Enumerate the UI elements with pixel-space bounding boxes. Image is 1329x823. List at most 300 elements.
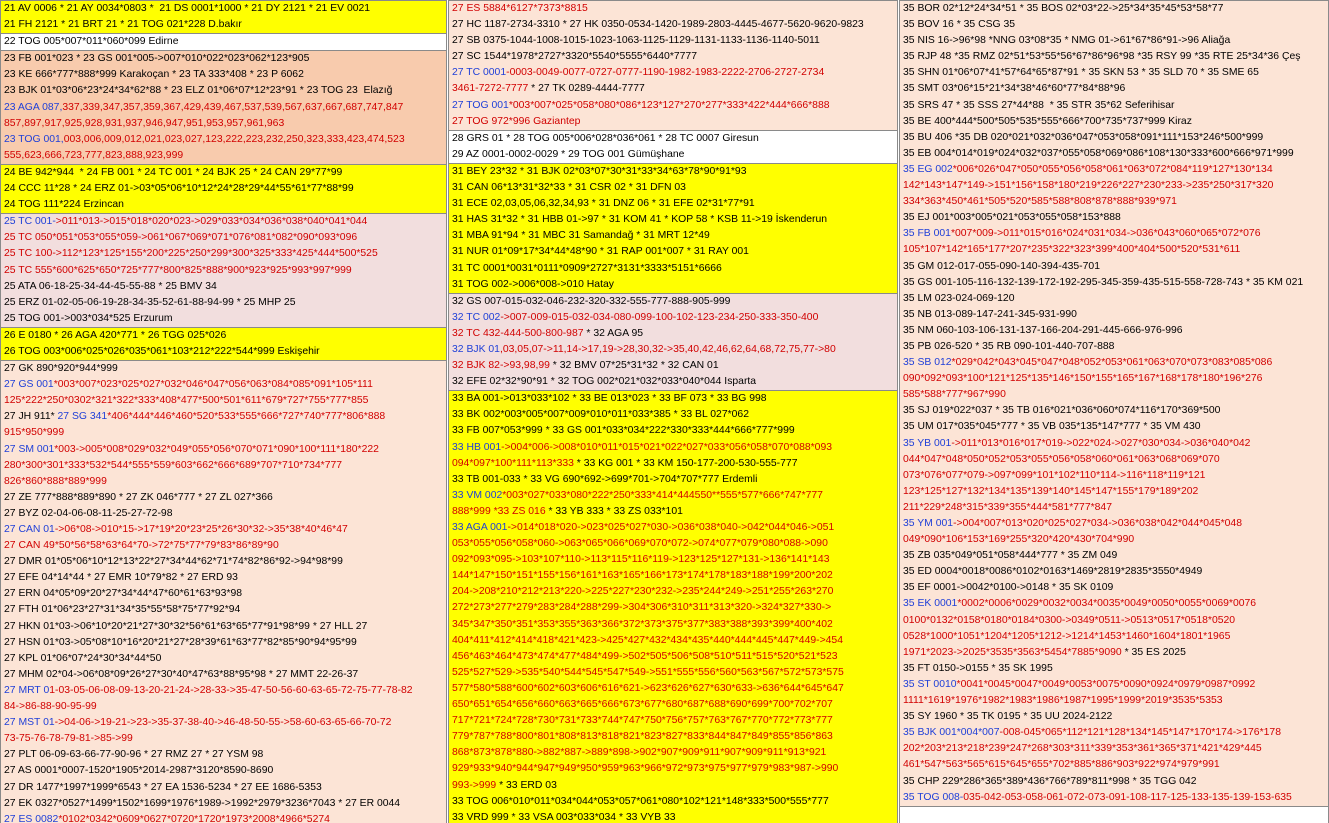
entry-line [4, 747, 444, 763]
entry-line [903, 709, 1326, 725]
entry-text: 585*588*777*967*990 [903, 389, 1006, 401]
column-3 [899, 0, 1329, 823]
entry-text: 27 HKN 01*03->06*10*20*21*27*30*32*56*61*63*65*77*91*98*99 * 27 HLL 27 [4, 620, 368, 632]
entry-line [4, 570, 444, 586]
entry-line [903, 307, 1326, 323]
entry-text: *003*007*025*058*080*086*123*127*270*277*333*422*444*666*888 [508, 99, 830, 111]
entry-line [4, 17, 444, 33]
group-block [448, 390, 898, 823]
entry-text: 35 UM 017*035*045*777 * 35 VB 035*135*147*777 * 35 VM 430 [903, 421, 1201, 433]
entry-line [452, 520, 895, 536]
entry-text: -0003-0049-0077-0727-0777-1190-1982-1983-2222-2706-2727-2734 [506, 67, 825, 79]
entry-text: 35 GS 001-105-116-132-139-172-192-295-345-359-435-515-558-728-743 * 35 KM 021 [903, 276, 1304, 288]
entry-text: 31 BEY 23*32 * 31 BJK 02*03*07*30*31*33*34*63*78*90*91*93 [452, 165, 747, 177]
entry-text: 0528*1000*1051*1204*1205*1212->1214*1453*1460*1604*1801*1965 [903, 630, 1231, 642]
entry-text: 73-75-76-78-79-81->85->99 [4, 733, 133, 745]
entry-line [4, 699, 444, 715]
entry-text: 929*933*940*944*947*949*950*959*963*966*972*973*975*977*979*983*987->990 [452, 763, 839, 775]
entry-text: ,03,05,07->11,14->17,19->28,30,32->35,40,42,46,62,64,68,72,75,77->80 [499, 343, 836, 355]
entry-text: 525*527*529->535*540*544*545*547*549->551*555*556*560*563*567*572*573*575 [452, 666, 844, 678]
entry-text: 35 SY 1960 * 35 TK 0195 * 35 UU 2024-2122 [903, 711, 1113, 723]
entry-text: 26 E 0180 * 26 AGA 420*771 * 26 TGG 025*026 [4, 329, 227, 341]
entry-line [903, 371, 1326, 387]
entry-line [903, 178, 1326, 194]
entry-text: 35 LM 023-024-069-120 [903, 292, 1015, 304]
entry-line [903, 532, 1326, 548]
entry-line [452, 729, 895, 745]
entry-text: 31 NUR 01*09*17*34*44*48*90 * 31 RAP 001*007 * 31 RAY 001 [452, 246, 749, 258]
entry-line [452, 681, 895, 697]
entry-line [4, 295, 444, 311]
entry-line [4, 197, 444, 213]
entry-line [452, 552, 895, 568]
entry-line [452, 131, 895, 147]
entry-text: 461*547*563*565*615*645*655*702*885*886*903*922*974*979*991 [903, 759, 1220, 771]
entry-line [452, 713, 895, 729]
entry-text: 31 TC 0001*0031*0111*0909*2727*3131*3333*5151*6666 [452, 262, 722, 274]
entry-line [4, 214, 444, 230]
entry-text: ->007-009-015-032-034-080-099-100-102-123-234-250-333-350-400 [500, 311, 819, 323]
entry-text: 35 GM 012-017-055-090-140-394-435-701 [903, 260, 1100, 272]
entry-text: 27 CAN 49*50*56*58*63*64*70->72*75*77*79*83*86*89*90 [4, 540, 279, 552]
entry-text: 27 KPL 01*06*07*24*30*34*44*50 [4, 652, 162, 664]
entry-text: ->004*007*013*020*025*027*034->036*038*042*044*045*048 [953, 518, 1242, 529]
entry-text: 35 FT 0150->0155 * 35 SK 1995 [903, 662, 1053, 674]
entry-line [4, 506, 444, 522]
entry-text: 035-042-053-058-061-072-073-091-108-117-125-133-135-139-153-635 [963, 791, 1292, 803]
entry-line [452, 180, 895, 196]
entry-text: 24 BE 942*944 * 24 FB 001 * 24 TC 001 * 24 BJK 25 * 24 CAN 29*77*99 [4, 166, 343, 178]
entry-line [452, 423, 895, 439]
entry-text: 35 EG 002 [903, 163, 953, 175]
entry-line [903, 484, 1326, 500]
group-block [448, 0, 898, 130]
entry-line [903, 693, 1326, 709]
entry-line [903, 468, 1326, 484]
entry-line [903, 645, 1326, 661]
entry-line [452, 1, 895, 17]
entry-line [903, 807, 1326, 823]
entry-text: 23 FB 001*023 * 23 GS 001*005->007*010*022*023*062*123*905 [4, 53, 310, 65]
group-block [0, 360, 447, 823]
entry-text: 555,623,666,723,777,823,888,923,999 [4, 149, 184, 161]
entry-line [4, 635, 444, 651]
entry-text: 35 SJ 019*022*037 * 35 TB 016*021*036*060*074*116*170*369*500 [903, 405, 1221, 417]
entry-line [452, 244, 895, 260]
entry-text: 24 CCC 11*28 * 24 ERZ 01->03*05*06*10*12*24*28*29*44*55*61*77*88*99 [4, 183, 354, 195]
entry-line [452, 65, 895, 81]
entry-text: 35 NIS 16->96*98 *NNG 03*08*35 * NMG 01->61*67*86*91->96 Aliağa [903, 35, 1231, 47]
entry-text: 35 EF 0001->0042*0100->0148 * 35 SK 0109 [903, 582, 1114, 594]
entry-line [452, 617, 895, 633]
entry-text: 31 CAN 06*13*31*32*33 * 31 CSR 02 * 31 DFN 03 [452, 182, 686, 194]
entry-line [4, 1, 444, 17]
entry-text: 27 SB 0375-1044-1008-1015-1023-1063-1125-1129-1131-1133-1136-1140-5011 [452, 35, 820, 47]
column-1 [0, 0, 447, 823]
entry-text: 27 ERN 04*05*09*20*27*34*44*47*60*61*63*93*98 [4, 588, 243, 600]
entry-text: >011*013->015*018*020*023->029*033*034*036*038*040*041*044 [55, 216, 368, 228]
entry-text: 29 AZ 0001-0002-0029 * 29 TOG 001 Gümüşhane [452, 148, 685, 160]
entry-line [4, 554, 444, 570]
entry-line [903, 65, 1326, 81]
entry-text: *0002*0006*0029*0032*0034*0035*0049*0050*0055*0069*0076 [957, 598, 1257, 610]
entry-line [4, 780, 444, 796]
entry-line [4, 442, 444, 458]
entry-text: 28 GRS 01 * 28 TOG 005*006*028*036*061 * 28 TC 0007 Giresun [452, 132, 759, 144]
entry-line [452, 342, 895, 358]
entry-line [4, 246, 444, 262]
entry-text: *003*007*023*025*027*032*046*047*056*063*084*085*091*105*111 [53, 379, 373, 391]
entry-line [4, 279, 444, 295]
entry-text: 27 EK 0327*0527*1499*1502*1699*1976*1989->1992*2979*3236*7043 * 27 ER 0044 [4, 797, 401, 809]
entry-text: *0102*0342*0609*0627*0720*1720*1973*2008*4966*5274 [58, 813, 330, 823]
entry-text: 27 PLT 06-09-63-66-77-90-96 * 27 RMZ 27 * 27 YSM 98 [4, 749, 264, 761]
entry-line [903, 436, 1326, 452]
entry-text: 32 GS 007-015-032-046-232-320-332-555-777-888-905-999 [452, 295, 731, 307]
entry-text: 23 BJK 01*03*06*23*24*34*62*88 * 23 ELZ 01*06*07*12*23*91 * 23 TOG 23 Elazığ [4, 85, 393, 97]
entry-text: 27 HSN 01*03->05*08*10*16*20*21*27*28*39*61*63*77*82*85*90*94*95*99 [4, 636, 357, 648]
entry-text: 27 AS 0001*0007-1520*1905*2014-2987*3120*8590-8690 [4, 765, 274, 777]
entry-text: 35 ZB 035*049*051*058*444*777 * 35 ZM 049 [903, 550, 1118, 562]
entry-text: 35 EK 0001 [903, 598, 958, 610]
group-block [0, 327, 447, 360]
entry-text: 35 SRS 47 * 35 SSS 27*44*88 * 35 STR 35*62 Seferihisar [903, 99, 1175, 111]
entry-line [903, 210, 1326, 226]
entry-text: 35 BJK 001*004*007 [903, 727, 1000, 739]
entry-line [903, 564, 1326, 580]
entry-text: *003->005*008*029*032*049*055*056*070*071*090*100*111*180*222 [54, 443, 379, 455]
entry-text: 33 FB 007*053*999 * 33 GS 001*033*034*222*330*333*444*666*777*999 [452, 425, 795, 437]
entry-text: 27 FTH 01*06*23*27*31*34*35*55*58*75*77*92*94 [4, 604, 241, 616]
entry-line [452, 17, 895, 33]
entry-line [4, 377, 444, 393]
entry-line [903, 419, 1326, 435]
entry-line [903, 774, 1326, 790]
entry-line [4, 132, 444, 148]
entry-text: * 32 BMV 07*25*31*32 * 32 CAN 01 [549, 360, 719, 372]
entry-line [452, 600, 895, 616]
entry-text: 1971*2023->2025*3535*3563*5454*7885*9090 [903, 646, 1122, 658]
entry-text: ->014*018*020->023*025*027*030->036*038*040->042*044*046->051 [507, 522, 835, 533]
entry-line [452, 745, 895, 761]
entry-line [903, 33, 1326, 49]
entry-text: 211*229*248*315*339*355*444*581*777*847 [903, 501, 1112, 513]
entry-line [903, 339, 1326, 355]
entry-text: ->06*08->010*15->17*19*20*23*25*26*30*32->35*38*40*46*47 [54, 524, 348, 535]
entry-line [903, 259, 1326, 275]
entry-line [452, 196, 895, 212]
group-block [0, 33, 447, 50]
entry-text: 27 DMR 01*05*06*10*12*13*22*27*34*44*62*71*74*82*86*92->94*98*99 [4, 556, 343, 568]
entry-text: 32 BJK 82->93,98,99 [452, 360, 550, 372]
entry-text: 35 TOG 008- [903, 791, 964, 803]
entry-line [452, 212, 895, 228]
entry-text: 049*090*106*153*169*255*320*420*430*704*990 [903, 534, 1135, 546]
entry-text: 35 RJP 48 *35 RMZ 02*51*53*55*56*67*86*96*98 *35 RSY 99 *35 RTE 25*34*36 Çeş [903, 51, 1301, 63]
entry-line [4, 731, 444, 747]
group-block [0, 0, 447, 33]
entry-text: 25 ATA 06-18-25-34-44-45-55-88 * 25 BMV 34 [4, 280, 217, 292]
entry-text: 25 TC 555*600*625*650*725*777*800*825*888*900*923*925*993*997*999 [4, 264, 352, 276]
entry-line [903, 242, 1326, 258]
entry-text: 35 ED 0004*0018*0086*0102*0163*1469*2819*2835*3550*4949 [903, 566, 1203, 578]
entry-line [4, 796, 444, 812]
entry-text: 31 ECE 02,03,05,06,32,34,93 * 31 DNZ 06 * 31 EFE 02*31*77*91 [452, 198, 755, 210]
entry-text: ->004*006->008*010*011*015*021*022*027*033*056*058*070*088*093 [501, 441, 833, 453]
entry-line [4, 602, 444, 618]
entry-text: 334*363*450*461*505*520*585*588*808*878*888*939*971 [903, 196, 1177, 208]
entry-line [452, 440, 895, 456]
entry-line [452, 697, 895, 713]
entry-line [452, 472, 895, 488]
entry-line [4, 651, 444, 667]
entry-line [452, 164, 895, 180]
entry-line [903, 98, 1326, 114]
entry-line [4, 474, 444, 490]
entry-text: 337,339,347,357,359,367,429,439,467,537,539,567,637,667,687,747,847 [62, 101, 404, 113]
entry-text: 25 TC 050*051*053*055*059->061*067*069*071*076*081*082*090*093*096 [4, 232, 358, 244]
entry-text: 35 NM 060-103-106-131-137-166-204-291-445-666-976-996 [903, 324, 1183, 336]
entry-text: *007*009->011*015*016*024*031*034->036*043*060*065*072*076 [950, 228, 1261, 240]
entry-text: 27 ES 0082 [4, 813, 59, 823]
entry-line [903, 17, 1326, 33]
entry-line [4, 458, 444, 474]
entry-line [903, 387, 1326, 403]
entry-line [452, 633, 895, 649]
entry-text: 123*125*127*132*134*135*139*140*145*147*155*179*189*202 [903, 485, 1199, 497]
entry-text: 35 BU 406 *35 DB 020*021*032*036*047*053*058*091*111*153*246*500*999 [903, 131, 1264, 143]
entry-line [452, 294, 895, 310]
entry-line [903, 629, 1326, 645]
entry-line [4, 344, 444, 360]
entry-text: 35 BOV 16 * 35 CSG 35 [903, 19, 1016, 31]
entry-text: 27 ZE 777*888*889*890 * 27 ZK 046*777 * 27 ZL 027*366 [4, 491, 273, 503]
entry-text: 868*873*878*880->882*887->889*898->902*907*909*911*907*909*911*913*921 [452, 747, 827, 759]
entry-text: 0100*0132*0158*0180*0184*0300->0349*0511->0513*0517*0518*0520 [903, 614, 1236, 626]
entry-text: 25 TOG 001->003*034*525 Erzurum [4, 312, 173, 324]
entry-text: 27 SG 341 [57, 411, 108, 423]
entry-line [452, 147, 895, 163]
entry-text: 33 TOG 006*010*011*034*044*053*057*061*080*102*121*148*333*500*555*777 [452, 795, 829, 807]
entry-line [452, 391, 895, 407]
entry-line [4, 425, 444, 441]
entry-text: 857,897,917,925,928,931,937,946,947,951,953,957,961,963 [4, 117, 285, 129]
entry-line [903, 741, 1326, 757]
entry-line [4, 522, 444, 538]
group-block [448, 163, 898, 293]
entry-line [903, 49, 1326, 65]
entry-line [903, 81, 1326, 97]
entry-line [903, 114, 1326, 130]
entry-text: 204->208*210*212*213*220->225*227*230*232->235*244*249->251*255*263*270 [452, 586, 834, 598]
entry-text: 35 BOR 02*12*24*34*51 * 35 BOS 02*03*22->25*34*35*45*53*58*77 [903, 3, 1224, 14]
entry-text: *406*444*446*460*520*533*555*666*727*740*777*806*888 [107, 411, 386, 423]
group-block [448, 130, 898, 163]
entry-line [4, 181, 444, 197]
entry-line [903, 146, 1326, 162]
entry-line [452, 98, 895, 114]
entry-line [903, 790, 1326, 806]
entry-line [452, 778, 895, 794]
entry-line [452, 794, 895, 810]
entry-text: 090*092*093*100*121*125*135*146*150*155*165*167*168*178*180*196*276 [903, 373, 1263, 385]
entry-line [903, 677, 1326, 693]
entry-line [452, 374, 895, 390]
entry-line [4, 83, 444, 99]
entry-line [452, 49, 895, 65]
entry-line [452, 488, 895, 504]
entry-text: 105*107*142*165*177*207*235*322*323*399*400*404*500*520*531*611 [903, 244, 1241, 256]
entry-text: 202*203*213*218*239*247*268*303*311*339*353*361*365*371*421*429*445 [903, 743, 1262, 755]
entry-line [452, 261, 895, 277]
entry-text: 33 VRD 999 * 33 VSA 003*033*034 * 33 VYB 33 [452, 811, 676, 823]
entry-line [4, 667, 444, 683]
group-block [0, 213, 447, 327]
entry-line [4, 116, 444, 132]
entry-text: * 33 YB 333 * 33 ZS 033*101 [545, 505, 683, 517]
entry-line [4, 230, 444, 246]
entry-line [4, 311, 444, 327]
entry-text: ->04-06->19-21->23->35-37-38-40->46-48-50-55->58-60-63-65-66-70-72 [54, 717, 392, 729]
entry-line [4, 538, 444, 554]
entry-line [903, 725, 1326, 741]
entry-text: 27 DR 1477*1997*1999*6543 * 27 EA 1536-5234 * 27 EE 1686-5353 [4, 781, 322, 793]
entry-text: * 27 TK 0289-4444-7777 [528, 83, 645, 95]
entry-line [4, 263, 444, 279]
group-block [899, 806, 1329, 823]
entry-text: ->011*013*016*017*019->022*024->027*030*034->036*040*042 [951, 437, 1251, 449]
entry-line [452, 114, 895, 130]
entry-text: 31 MBA 91*94 * 31 MBC 31 Samandağ * 31 MRT 12*49 [452, 230, 710, 242]
entry-line [903, 130, 1326, 146]
entry-text: 33 VM 002 [452, 489, 503, 501]
entry-text: 456*463*464*473*474*477*484*499->502*505*506*508*510*511*515*520*521*523 [452, 650, 838, 662]
entry-text: 21 FH 2121 * 21 BRT 21 * 21 TOG 021*228 D.bakır [4, 19, 242, 31]
entry-text: 27 TC 0001 [452, 67, 507, 79]
entry-text: *006*026*047*050*055*056*058*061*063*072*084*119*127*130*134 [952, 163, 1273, 175]
entry-line [903, 516, 1326, 532]
entry-text: 779*787*788*800*801*808*813*818*821*823*827*833*844*847*849*855*856*863 [452, 731, 833, 743]
entry-text: 25 TC 001- [4, 216, 56, 228]
entry-text: 915*950*999 [4, 427, 65, 439]
entry-text: 1-03-05-06-08-09-13-20-21-24->28-33->35-47-50-56-60-63-65-72-75-77-78-82 [49, 684, 413, 696]
entry-text: *0041*0045*0047*0049*0053*0075*0090*0924*0979*0987*0992 [956, 678, 1256, 690]
entry-line [903, 355, 1326, 371]
entry-text: 094*097*100*111*113*333 [452, 457, 574, 469]
entry-text: 27 MST 01 [4, 717, 55, 729]
entry-text: 27 CAN 01 [4, 524, 55, 535]
entry-line [452, 407, 895, 423]
entry-text: 125*222*250*0302*321*322*333*408*477*500*501*611*679*727*755*777*855 [4, 395, 369, 407]
entry-line [903, 1, 1326, 17]
entry-text: 073*076*077*079->097*099*101*102*110*114->116*118*119*121 [903, 469, 1206, 481]
entry-text: 27 BYZ 02-04-06-08-11-25-27-72-98 [4, 507, 173, 519]
entry-text: 33 BK 002*003*005*007*009*010*011*033*385 * 33 BL 027*062 [452, 409, 749, 421]
entry-text: 35 NB 013-089-147-241-345-931-990 [903, 308, 1077, 320]
entry-line [4, 165, 444, 181]
entry-text: 25 ERZ 01-02-05-06-19-28-34-35-52-61-88-94-99 * 25 MHP 25 [4, 296, 296, 308]
entry-text: 27 GK 890*920*944*999 [4, 363, 118, 375]
entry-line [452, 277, 895, 293]
entry-text: 32 TC 432-444-500-800-987 [452, 327, 584, 339]
entry-text: 35 SMT 03*06*15*21*34*38*46*60*77*84*88*96 [903, 83, 1126, 95]
entry-text: 826*860*888*889*999 [4, 475, 107, 487]
entry-text: 142*143*147*149->151*156*158*180*219*226*227*230*233->235*250*317*320 [903, 180, 1274, 192]
entry-text: 27 HC 1187-2734-3310 * 27 HK 0350-0534-1420-1989-2803-4445-4677-5620-9620-9823 [452, 19, 864, 31]
entry-line [903, 580, 1326, 596]
entry-line [903, 275, 1326, 291]
entry-line [903, 162, 1326, 178]
entry-line [4, 148, 444, 164]
entry-line [4, 409, 444, 425]
entry-text: 35 ST 0010 [903, 678, 957, 690]
entry-line [452, 33, 895, 49]
entry-text: 33 TB 001-033 * 33 VG 690*692->699*701->704*707*777 Erdemli [452, 473, 758, 485]
entry-line [903, 757, 1326, 773]
entry-line [903, 194, 1326, 210]
entry-text: *003*027*033*080*222*250*333*414*444550**555*577*666*747*777 [502, 489, 823, 501]
entry-line [4, 328, 444, 344]
entry-line [452, 310, 895, 326]
entry-text: 092*093*095->103*107*110->113*115*116*119->123*125*127*131->136*141*143 [452, 554, 830, 566]
entry-text: * 33 ERD 03 [496, 779, 557, 791]
entry-line [452, 504, 895, 520]
entry-text: 23 TOG 001, [4, 133, 64, 145]
entry-text: 26 TOG 003*006*025*026*035*061*103*212*222*544*999 Eskişehir [4, 345, 320, 357]
entry-line [4, 490, 444, 506]
entry-line [452, 568, 895, 584]
entry-text: 27 TOG 972*996 Gaziantep [452, 115, 581, 127]
entry-text: 345*347*350*351*353*355*363*366*372*373*375*377*383*388*393*399*400*402 [452, 618, 833, 630]
entry-line [4, 715, 444, 731]
entry-line [452, 81, 895, 97]
entry-text: 27 EFE 04*14*44 * 27 EMR 10*79*82 * 27 ERD 93 [4, 572, 238, 584]
entry-text: * 35 ES 2025 [1121, 646, 1186, 658]
entry-text: 35 EJ 001*003*005*021*053*055*058*153*888 [903, 212, 1121, 224]
entry-line [4, 763, 444, 779]
entry-text: 21 AV 0006 * 21 AY 0034*0803 * 21 DS 0001*1000 * 21 DY 2121 * 21 EV 0021 [4, 3, 371, 14]
entry-text: 003,006,009,012,021,023,027,123,222,223,232,250,323,333,423,474,523 [63, 133, 405, 145]
entry-text: 3461-7272-7777 [452, 83, 529, 95]
group-block [0, 164, 447, 213]
entry-line [903, 548, 1326, 564]
entry-text: 35 SHN 01*06*07*41*57*64*65*87*91 * 35 SKN 53 * 35 SLD 70 * 35 SME 65 [903, 67, 1259, 79]
entry-text: 31 TOG 002->006*008->010 Hatay [452, 278, 614, 290]
entry-line [452, 761, 895, 777]
entry-line [452, 665, 895, 681]
entry-text: 272*273*277*279*283*284*288*299->304*306*310*311*313*320->324*327*330-> [452, 602, 832, 614]
entry-text: 27 ES 5884*6127*7373*8815 [452, 3, 588, 14]
entry-text: 044*047*048*050*052*053*055*056*058*060*061*063*068*069*070 [903, 453, 1220, 465]
entry-text: 32 TC 002 [452, 311, 501, 323]
entry-line [903, 452, 1326, 468]
entry-text: 32 EFE 02*32*90*91 * 32 TOG 002*021*032*033*040*044 Isparta [452, 376, 757, 388]
group-block [0, 50, 447, 164]
entry-text: 144*147*150*151*155*156*161*163*165*166*173*174*178*183*188*199*200*202 [452, 570, 833, 582]
entry-text: 27 TOG 001 [452, 99, 509, 111]
entry-text: 33 HB 001 [452, 441, 502, 453]
entry-text: 35 PB 026-520 * 35 RB 090-101-440-707-888 [903, 340, 1115, 352]
entry-line [452, 649, 895, 665]
entry-text: 1111*1619*1976*1982*1983*1986*1987*1995*1999*2019*3535*5353 [903, 695, 1223, 707]
entry-line [903, 291, 1326, 307]
entry-text: 35 BE 400*444*500*505*535*555*666*700*735*737*999 Kiraz [903, 115, 1192, 127]
entry-text: 35 EB 004*014*019*024*032*037*055*058*069*086*108*130*333*600*666*971*999 [903, 147, 1294, 159]
entry-text: 993->999 [452, 779, 497, 791]
entry-line [4, 683, 444, 699]
entry-line [452, 228, 895, 244]
group-block [448, 293, 898, 391]
